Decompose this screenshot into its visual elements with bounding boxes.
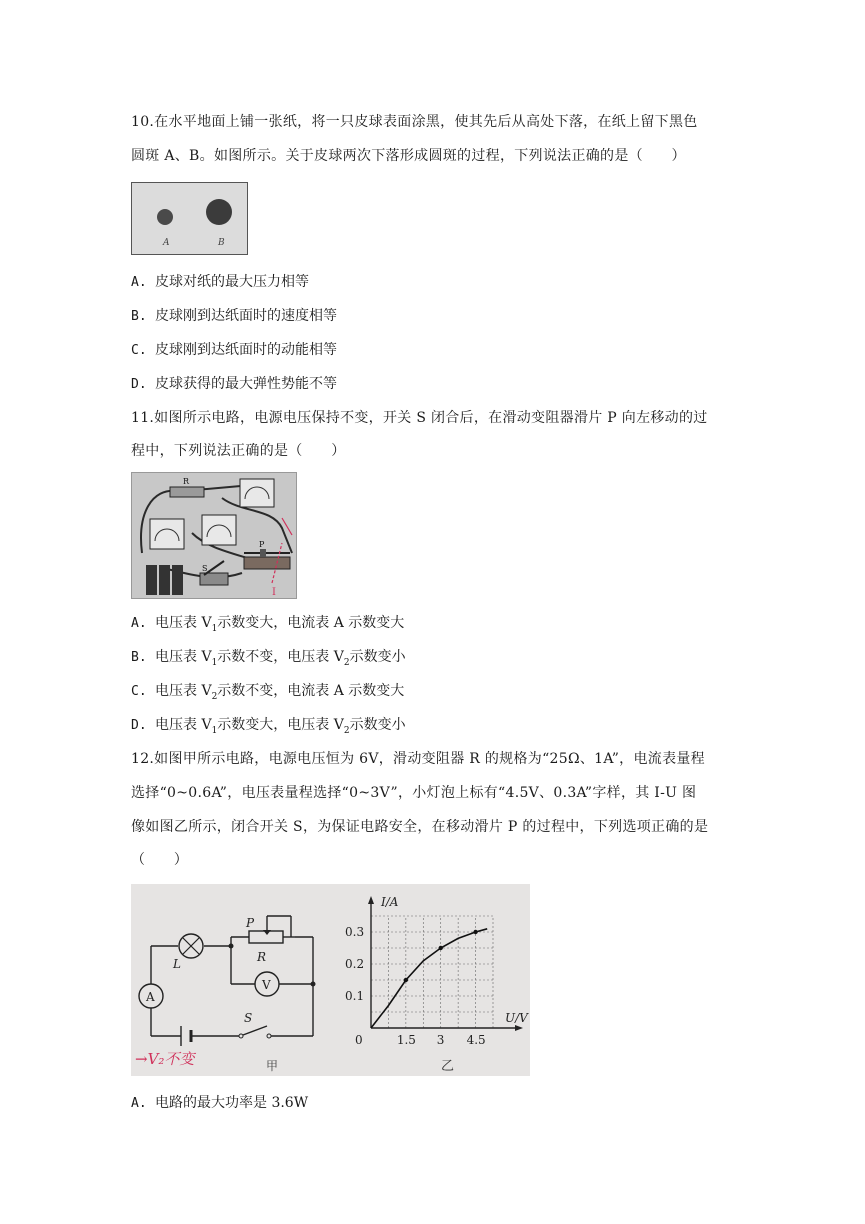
q11-text-line2: 程中，下列说法正确的是（ ） [131,443,346,459]
circuit-diagram [151,916,313,1036]
graph-caption: 乙 [441,1059,455,1074]
iu-graph [345,895,529,1047]
data-point [439,946,443,950]
q11-option-a: A. 电压表 $V_1$示数变大，电流表 A 示数变大 [131,615,405,634]
spot-a-label: A [163,238,170,248]
q10-option-b: B. 皮球刚到达纸面时的速度相等 [131,308,337,324]
svg-text:V: V [262,978,271,992]
svg-text:P: P [259,540,265,549]
q10-option-d: D. 皮球获得的最大弹性势能不等 [131,376,337,392]
x-tick-label: 1.5 [396,1033,416,1047]
q10-option-c: C. 皮球刚到达纸面时的动能相等 [131,342,337,358]
y-tick-label: 0.2 [345,957,365,971]
rheostat-r [245,916,283,964]
q11-option-b: B. 电压表 $V_1$示数不变，电压表 $V_2$示数变小 [131,649,406,668]
svg-text:R: R [183,477,190,486]
spot-b-label: B [218,238,225,248]
ammeter-a [139,984,163,1008]
q12-text-line3: 像如图乙所示，闭合开关 S，为保证电路安全，在移动滑片 P 的过程中，下列选项正确的是 [131,819,709,835]
handwritten-i: I [272,587,276,598]
switch-s [239,1011,271,1038]
voltmeter-v2 [202,515,236,545]
x-tick-label: 3 [436,1033,445,1047]
y-tick-label: 0.3 [345,925,365,939]
y-tick-label: 0.1 [345,989,365,1003]
y-axis-label: I/A [381,895,399,909]
q10-text-line1: 10.在水平地面上铺一张纸，将一只皮球表面涂黑，使其先后从高处下落，在纸上留下黑色 [131,114,698,130]
svg-text:S: S [202,564,208,573]
q11-option-d: D. 电压表 $V_1$示数变大，电压表 $V_2$示数变小 [131,717,406,736]
lamp-l [172,934,203,971]
data-point [473,930,477,934]
spot-a [157,209,173,225]
q11-photo-circuit [131,472,297,599]
svg-text:S: S [244,1011,253,1025]
svg-text:R: R [257,950,267,964]
battery-pack [146,565,183,595]
battery [181,1026,191,1046]
y-axis-arrow [368,896,374,904]
q10-option-a: A. 皮球对纸的最大压力相等 [131,274,309,290]
x-axis-arrow [515,1025,523,1031]
data-point [404,978,408,982]
q11-option-c: C. 电压表 $V_2$示数不变，电流表 A 示数变大 [131,683,405,702]
handwritten-note: →V₂不变 [135,1050,195,1068]
q11-text-line1: 11.如图所示电路，电源电压保持不变，开关 S 闭合后，在滑动变阻器滑片 P 向左移动的过 [131,410,708,426]
circuit-caption: 甲 [266,1059,279,1073]
svg-text:A: A [146,990,155,1004]
q10-photo-spots [131,182,248,255]
q10-text-line2: 圆斑 A、B。如图所示。关于皮球两次下落形成圆斑的过程，下列说法正确的是（ ） [131,148,686,164]
x-tick-label: 4.5 [466,1033,486,1047]
svg-text:P: P [246,916,255,930]
q12-option-a: A. 电路的最大功率是 3.6W [131,1095,309,1111]
x-axis-label: U/V [505,1011,528,1025]
q12-text-line4: （ ） [131,852,189,868]
ammeter-a [240,479,274,507]
voltmeter-v1 [150,519,184,549]
q12-text-line1: 12.如图甲所示电路，电源电压恒为 6V，滑动变阻器 R 的规格为“25Ω、1A”，电流表量程 [131,751,705,767]
voltmeter-v [255,972,279,996]
spot-b [206,199,232,225]
origin-label: 0 [355,1033,363,1047]
svg-text:L: L [173,957,181,971]
q12-photo [131,884,530,1076]
q12-text-line2: 选择“0~0.6A”，电压表量程选择“0~3V”，小灯泡上标有“4.5V、0.3A”字样，其 I-U 图 [131,785,697,801]
